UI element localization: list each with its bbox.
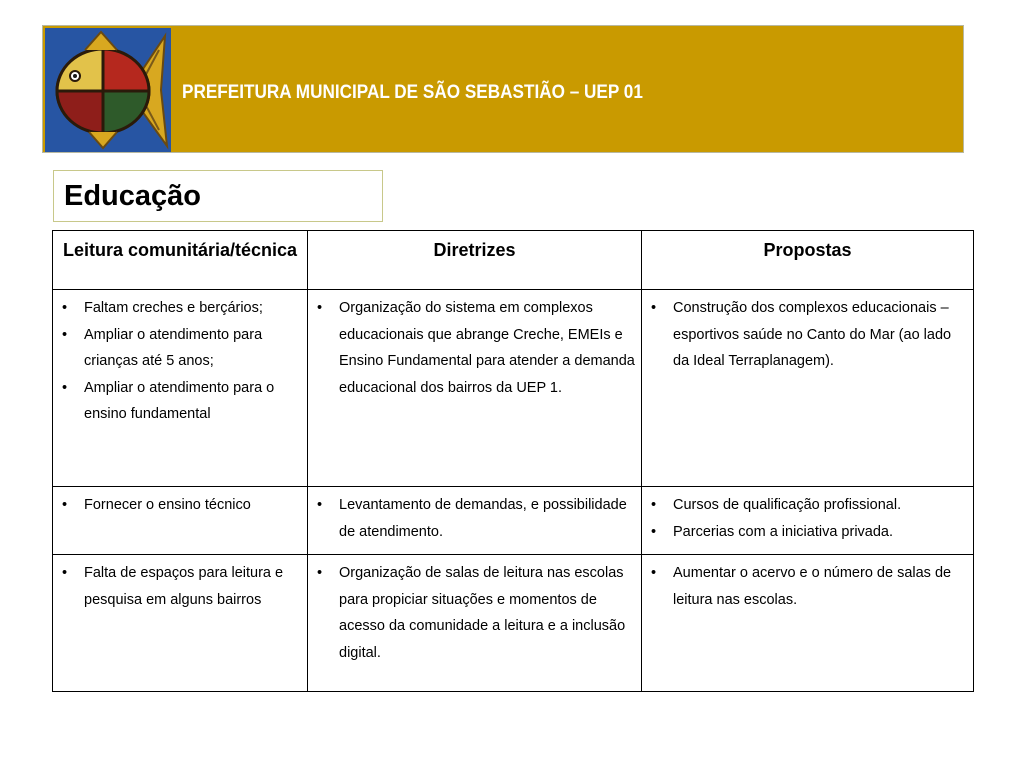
list-item: • Parcerias com a iniciativa privada. [650,519,969,546]
list-item: • Fornecer o ensino técnico [61,492,303,519]
section-title: Educação [64,180,201,212]
list-item: • Falta de espaços para leitura e pesquisa em alguns bairros [61,560,303,613]
column-header-leitura: Leitura comunitária/técnica [53,231,308,290]
education-table [52,230,974,692]
section-header-box [53,170,383,222]
fish-logo-icon [45,28,171,152]
list-item: • Ampliar o atendimento para crianças até 5 anos; [61,322,303,375]
list-item: • Construção dos complexos educacionais – esportivos saúde no Canto do Mar (ao lado da Ideal Terraplanagem). [650,295,969,375]
table-header-row [53,231,974,290]
table-row [53,487,974,555]
table-cell-propostas [642,290,974,487]
table-cell-propostas [642,555,974,692]
table-cell-leitura [53,290,308,487]
table-cell-leitura [53,555,308,692]
table-cell-propostas [642,487,974,555]
table-cell-diretrizes [308,555,642,692]
column-header-propostas: Propostas [642,231,974,290]
list-item: • Organização do sistema em complexos educacionais que abrange Creche, EMEIs e Ensino Fundamental para atender a demanda educacional dos bairros da UEP 1. [316,295,637,401]
list-item: • Organização de salas de leitura nas escolas para propiciar situações e momentos de acesso da comunidade a leitura e a inclusão digital. [316,560,637,666]
column-header-diretrizes: Diretrizes [308,231,642,290]
list-item: • Aumentar o acervo e o número de salas de leitura nas escolas. [650,560,969,613]
list-item: • Cursos de qualificação profissional. [650,492,969,519]
table-cell-leitura [53,487,308,555]
header-banner [42,25,964,153]
list-item: • Ampliar o atendimento para o ensino fundamental [61,375,303,428]
table-cell-diretrizes [308,487,642,555]
table-cell-diretrizes [308,290,642,487]
list-item: • Faltam creches e berçários; [61,295,303,322]
page-title: PREFEITURA MUNICIPAL DE SÃO SEBASTIÃO – UEP 01 [182,81,643,103]
table-row [53,555,974,692]
list-item: • Levantamento de demandas, e possibilidade de atendimento. [316,492,637,545]
table-row [53,290,974,487]
